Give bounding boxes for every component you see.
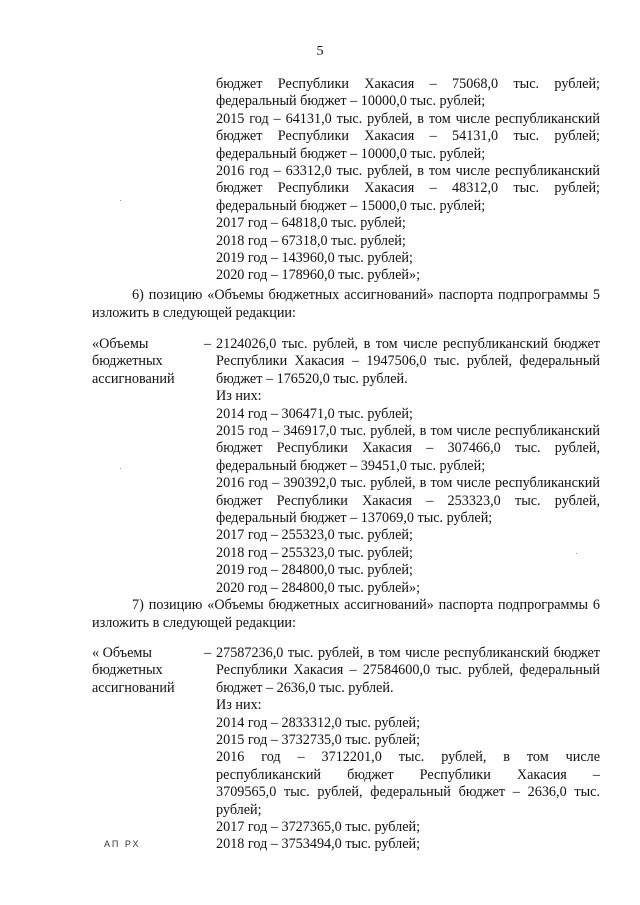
section-label: «Объемы [92,336,149,352]
budget-line: 2016 год – 63312,0 тыс. рублей, в том числе республиканский [216,163,600,179]
budget-line: 2017 год – 3727365,0 тыс. рублей; [216,819,421,835]
section-label: бюджетных [92,353,163,370]
section-label: « Объемы [92,645,152,661]
budget-line: федеральный бюджет – 10000,0 тыс. рублей; [216,145,486,162]
budget-line: бюджет – 176520,0 тыс. рублей. [216,370,408,387]
budget-line: 2015 год – 3732735,0 тыс. рублей; [216,732,421,748]
budget-line: бюджет Республики Хакасия – 54131,0 тыс. рублей; [216,128,600,145]
budget-line: 2124026,0 тыс. рублей, в том числе республиканский бюджет [216,336,600,352]
section-label: ассигнований [92,679,175,696]
budget-line: бюджет Республики Хакасия – 75068,0 тыс. рублей; [216,76,600,92]
budget-line: Из них: [216,697,262,714]
budget-line: федеральный бюджет – 15000,0 тыс. рублей; [216,197,486,214]
scan-speck [120,468,121,469]
budget-line: федеральный бюджет – 137069,0 тыс. рублей; [216,510,493,526]
paragraph-6-line: 6) позицию «Объемы бюджетных ассигнований» паспорта подпрограммы 5 [132,287,600,303]
section-label: бюджетных [92,662,163,679]
label-dash: – [204,336,212,352]
budget-line: 2017 год – 64818,0 тыс. рублей; [216,215,406,232]
budget-line: 2016 год – 3712201,0 тыс. рублей, в том числе [216,749,600,766]
budget-line: республиканский бюджет Республики Хакасия – [216,766,600,783]
budget-line: 2016 год – 390392,0 тыс. рублей, в том числе республиканский [216,475,600,492]
budget-line: 3709565,0 тыс. рублей, федеральный бюджет – 2636,0 тыс. [216,784,600,801]
page-number: 5 [316,44,324,59]
label-dash: – [204,645,212,661]
budget-line: 2017 год – 255323,0 тыс. рублей; [216,527,413,544]
budget-line: 27587236,0 тыс. рублей, в том числе республиканский бюджет [216,645,600,661]
budget-line: Республики Хакасия – 1947506,0 тыс. рублей, федеральный [216,353,600,370]
budget-line: 2019 год – 284800,0 тыс. рублей; [216,562,413,579]
budget-line: 2020 год – 284800,0 тыс. рублей»; [216,579,421,596]
footer-mark: АП РХ [104,839,141,849]
budget-line: бюджет – 2636,0 тыс. рублей. [216,679,394,696]
budget-line: Республики Хакасия – 27584600,0 тыс. рублей, федеральный [216,662,600,679]
section-label: ассигнований [92,370,175,387]
budget-line: 2018 год – 255323,0 тыс. рублей; [216,544,413,561]
budget-line: федеральный бюджет – 10000,0 тыс. рублей; [216,93,486,110]
budget-line: 2015 год – 64131,0 тыс. рублей, в том числе республиканский [216,110,600,127]
budget-line: бюджет Республики Хакасия – 253323,0 тыс. рублей, [216,492,600,509]
budget-line: 2014 год – 306471,0 тыс. рублей; [216,405,413,422]
scan-speck [120,200,121,201]
budget-line: федеральный бюджет – 39451,0 тыс. рублей; [216,457,486,474]
budget-line: 2015 год – 346917,0 тыс. рублей, в том числе республиканский [216,423,600,439]
scan-speck [576,553,577,554]
budget-line: 2014 год – 2833312,0 тыс. рублей; [216,714,421,731]
paragraph-7-line: 7) позицию «Объемы бюджетных ассигнований» паспорта подпрограммы 6 [132,597,600,613]
budget-line: бюджет Республики Хакасия – 307466,0 тыс. рублей, [216,440,600,457]
budget-line: 2018 год – 3753494,0 тыс. рублей; [216,836,421,853]
budget-line: 2019 год – 143960,0 тыс. рублей; [216,250,413,266]
paragraph-7-line: изложить в следующей редакции: [92,615,296,631]
budget-line: 2020 год – 178960,0 тыс. рублей»; [216,267,421,284]
budget-line: рублей; [216,801,262,818]
paragraph-6-line: изложить в следующей редакции: [92,305,296,321]
budget-line: бюджет Республики Хакасия – 48312,0 тыс. рублей; [216,180,600,197]
budget-line: Из них: [216,388,262,405]
budget-line: 2018 год – 67318,0 тыс. рублей; [216,232,406,249]
